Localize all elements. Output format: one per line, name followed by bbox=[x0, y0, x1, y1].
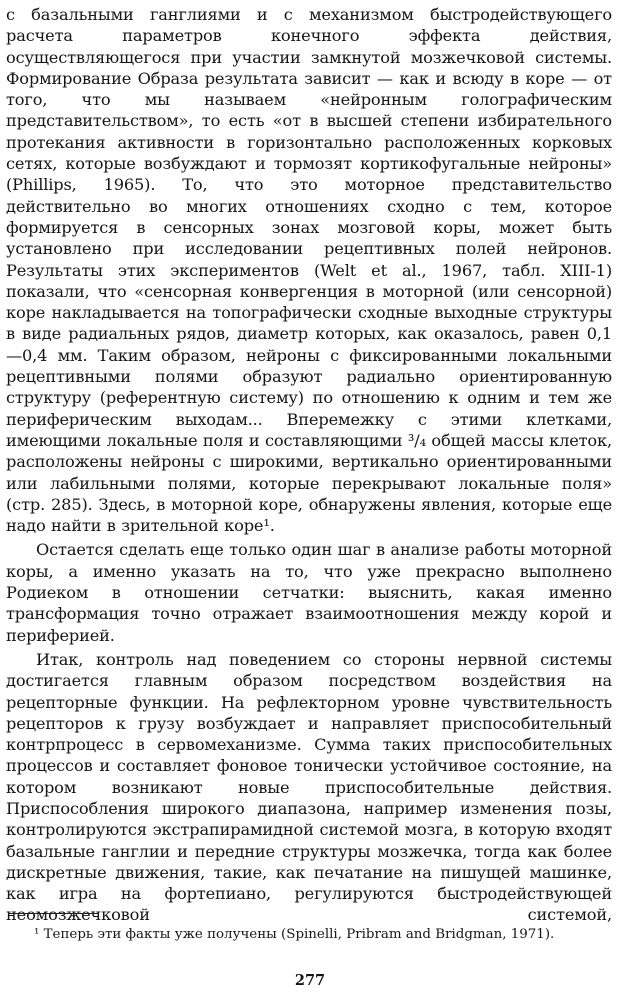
footnote: ¹ Теперь эти факты уже получены (Spinelli, Pribram and Bridgman, 1971). bbox=[34, 927, 555, 942]
body-paragraph-2: Остается сделать еще только один шаг в анализе работы моторной коры, а именно указать на то, что уже прекрасно выполнено Родиеком в отношении сетчатки: выяснить, какая именно трансформация точно отражает взаимоотношения между корой и периферией. bbox=[6, 540, 612, 645]
page-number: 277 bbox=[294, 972, 326, 989]
body-paragraph-3: Итак, контроль над поведением со стороны нервной системы достигается главным образом посредством воздействия на рецепторные функции. На рефлекторном уровне чувствительность рецепторов к грузу возбуждает и направляет приспособительный контрпроцесс в сервомеханизме. Сумма таких приспособительных процессов и составляет фоновое тонически устойчивое состояние, на котором возникают новые приспособительные действия. Приспособления широкого диапазона, например изменения позы, контролируются экстрапирамидной системой мозга, в которую входят базальные ганглии и передние структуры мозжечка, тогда как более дискретные движения, такие, как печатание на пишущей машинке, как игра на фортепиано, регулируются быстродействующей неомозжечковой системой, bbox=[6, 649, 612, 925]
body-paragraph-1: с базальными ганглиями и с механизмом быстродействующего расчета параметров конечного эффекта действия, осуществляющегося при участии замкнутой мозжечковой системы. Формирование Образа результата зависит — как и всюду в коре — от того, что мы называем «нейронным голографическим представительством», то есть «от в высшей степени избирательного протекания активности в горизонтально расположенных корковых сетях, которые возбуждают и тормозят кортикофугальные нейроны» (Phillips, 1965). То, что это моторное представительство действительно во многих отношениях сходно с тем, которое формируется в сенсорных зонах мозговой коры, может быть установлено при исследовании рецептивных полей нейронов. Результаты этих экспериментов (Welt et al., 1967, табл. XIII-1) показали, что «сенсорная конвергенция в моторной (или сенсорной) коре накладывается на топографически сходные выходные структуры в виде радиальных рядов, диаметр которых, как оказалось, равен 0,1—0,4 мм. Таким образом, нейроны с фиксированными локальными рецептивными полями образуют радиально ориентированную структуру (референтную систему) по отношению к одним и тем же периферическим выходам... Вперемежку с этими клетками, имеющими локальные поля и составляющими ³/₄ общей массы клеток, расположены нейроны с широкими, вертикально ориентированными или лабильными полями, которые перекрывают локальные поля» (стр. 285). Здесь, в моторной коре, обнаружены явления, которые еще надо найти в зрительной коре¹. bbox=[6, 5, 612, 536]
footnote-separator bbox=[8, 913, 98, 914]
